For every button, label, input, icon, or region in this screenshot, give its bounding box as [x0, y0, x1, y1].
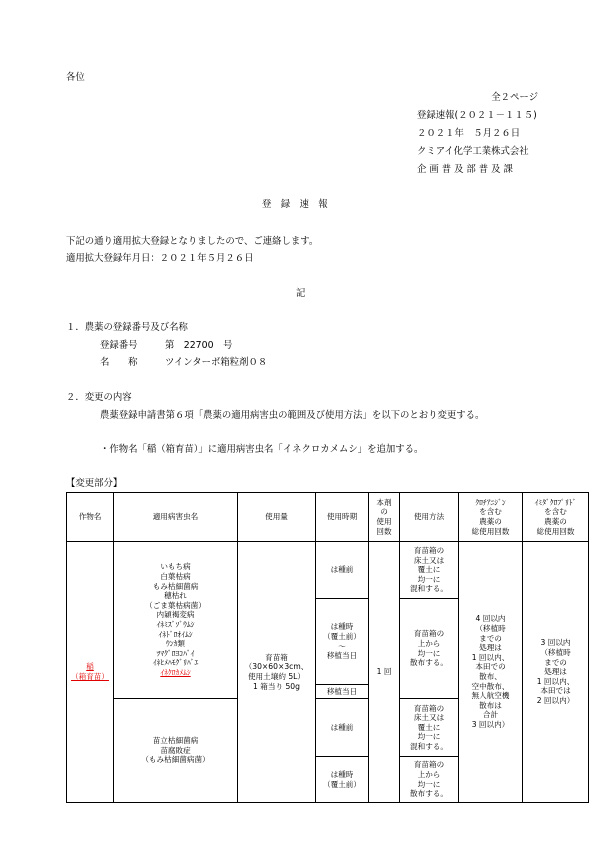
intro-line-2: 適用拡大登録年月日：２０２１年５月２６日: [66, 253, 254, 264]
times-cell: 1 回: [369, 542, 400, 803]
registration-label: 登録番号: [100, 340, 138, 351]
header-clothianidin: ｸﾛﾁｱﾆｼﾞﾝ を含む 農薬の 総使用回数: [459, 493, 523, 542]
header-method: 使用方法: [400, 493, 459, 542]
imidacloprid-cell: 3 回以内 （移植時 までの 処理は 1 回以内、 本田では 2 回以内）: [523, 542, 589, 803]
page-count: 全２ページ: [491, 92, 538, 103]
header-pest: 適用病害虫名: [114, 493, 238, 542]
method-b: 育苗箱の 上から 均一に 散布する。: [400, 599, 459, 699]
company-name: クミアイ化学工業株式会社: [417, 146, 529, 157]
addressee: 各位: [66, 72, 85, 83]
section1-heading: １．農薬の登録番号及び名称: [66, 322, 188, 333]
header-amount: 使用量: [238, 493, 316, 542]
header-timing: 使用時期: [316, 493, 369, 542]
pest-group-2: 苗立枯細菌病 苗腐敗症 （もみ枯細菌病菌）: [114, 699, 238, 803]
change-table: [66, 492, 589, 803]
table-header-row: [67, 493, 589, 542]
method-a: 育苗箱の 床土又は 覆土に 均一に 混和する。: [400, 542, 459, 599]
crop-cell: 稲 （箱育苗）: [67, 542, 114, 803]
ki-mark: 記: [296, 288, 306, 299]
section2-heading: ２．変更の内容: [66, 392, 132, 403]
document-title: 登 録 速 報: [262, 199, 328, 210]
pest-group-1: いもち病 白葉枯病 もみ枯細菌病 穂枯れ （ごま葉枯病菌） 内穎褐変病 ｲﾈﾐｽﾞｿﾞｳﾑｼ ｲﾈﾄﾞﾛｵｲﾑｼ ｳﾝｶ類 ﾂﾏｸﾞﾛﾖｺﾊﾞｲ ｲﾈﾋﾒﾊﾓｸﾞﾘﾊﾞｴ ｲﾈｸﾛｶﾒﾑｼ: [114, 542, 238, 699]
amount-cell: 育苗箱 （30×60×3cm、 使用土壌約 5L） 1 箱当り 50g: [238, 542, 316, 803]
section2-bullet: ・作物名「稲（箱育苗）」に適用病害虫名「イネクロカメムシ」を追加する。: [100, 444, 424, 455]
bulletin-number: 登録速報(２０２１－１１５): [417, 110, 537, 121]
method-c: 育苗箱の 床土又は 覆土に 均一に 混和する。: [400, 699, 459, 757]
timing-a: は種前: [316, 542, 369, 599]
department-name: 企 画 普 及 部 普 及 課: [417, 164, 513, 175]
issue-date: ２０２１年 ５月２６日: [417, 128, 521, 139]
method-d: 育苗箱の 上から 均一に 散布する。: [400, 757, 459, 803]
timing-e: は種時 （覆土前）: [316, 757, 369, 803]
header-crop: 作物名: [67, 493, 114, 542]
section2-body: 農薬登録申請書第６項「農薬の適用病害虫の範囲及び使用方法」を以下のとおり変更する。: [100, 410, 485, 421]
clothianidin-cell: 4 回以内 （移植時 までの 処理は 1 回以内、 本田での 散布、 空中散布、 無人航空機 散布は 合計 3 回以内）: [459, 542, 523, 803]
header-imidacloprid: ｲﾐﾀﾞｸﾛﾌﾟﾘﾄﾞ を含む 農薬の 総使用回数: [523, 493, 589, 542]
intro-line-1: 下記の通り適用拡大登録となりましたので、ご連絡します。: [66, 236, 319, 247]
header-times: 本剤 の 使用 回数: [369, 493, 400, 542]
added-pest: ｲﾈｸﾛｶﾒﾑｼ: [160, 667, 191, 677]
table-caption: 【変更部分】: [66, 478, 123, 489]
timing-c: 移植当日: [316, 685, 369, 699]
product-name-value: ツインターボ箱粒剤０８: [165, 357, 268, 368]
timing-d: は種前: [316, 699, 369, 757]
registration-value: 第 22700 号: [165, 340, 233, 351]
timing-b: は種時 （覆土前） ～ 移植当日: [316, 599, 369, 685]
product-name-label: 名 称: [100, 357, 138, 368]
